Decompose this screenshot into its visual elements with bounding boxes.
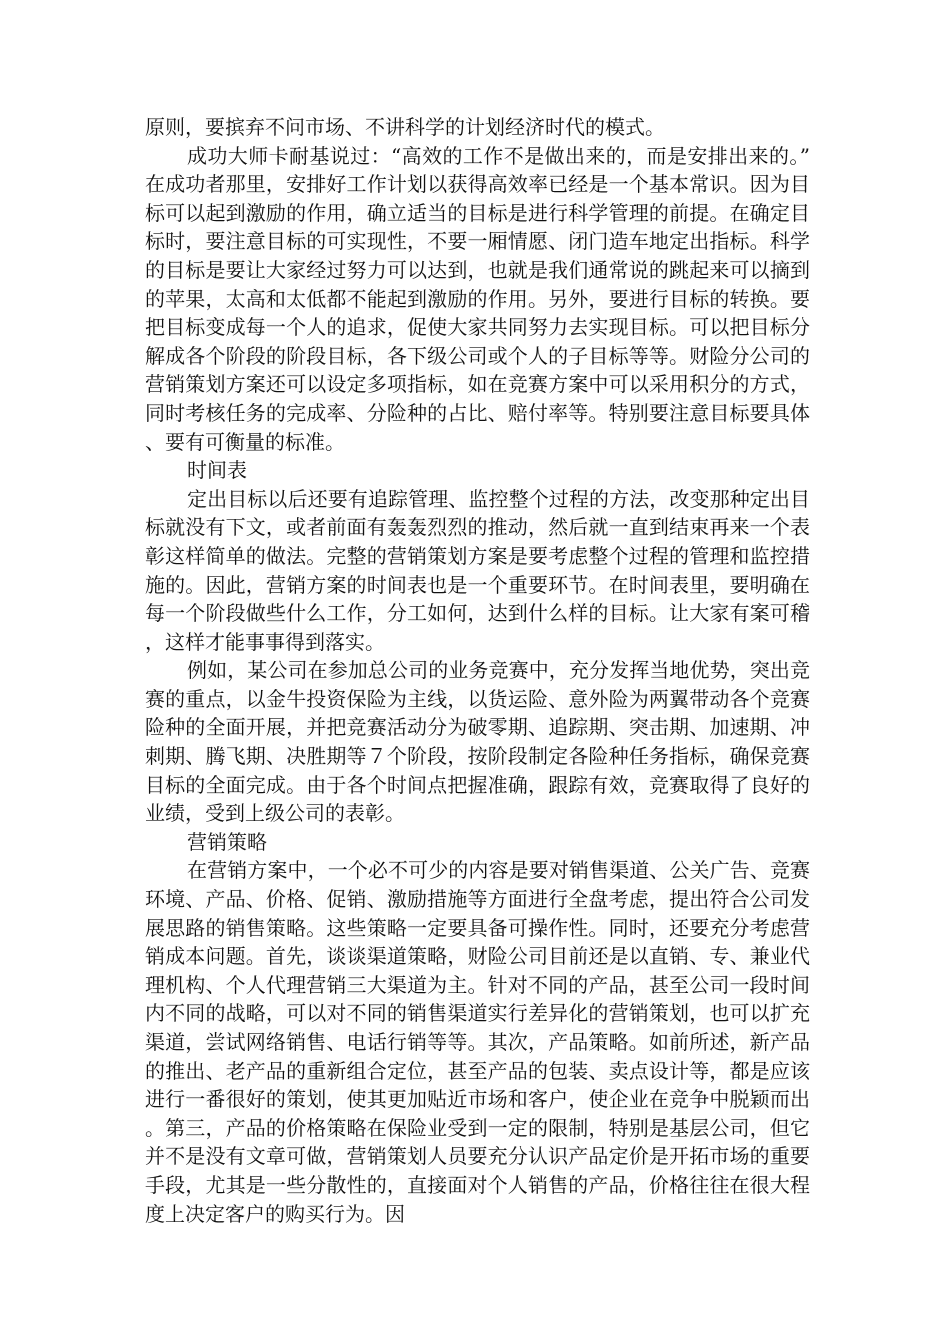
paragraph-example: 例如，某公司在参加总公司的业务竞赛中，充分发挥当地优势，突出竞赛的重点，以金牛投资保险为主线，以货运险、意外险为两翼带动各个竞赛险种的全面开展，并把竞赛活动分为破零期、追踪期、突击期、加速期、冲刺期、腾飞期、决胜期等７个阶段，按阶段制定各险种任务指标，确保竞赛目标的全面完成。由于各个时间点把握准确，跟踪有效，竞赛取得了良好的业绩，受到上级公司的表彰。 — [145, 658, 810, 826]
paragraph-schedule: 定出目标以后还要有追踪管理、监控整个过程的方法，改变那种定出目标就没有下文，或者前面有轰轰烈烈的推动，然后就一直到结束再来一个表彰这样简单的做法。完整的营销策划方案是要考虑整个过程的管理和监控措施的。因此，营销方案的时间表也是一个重要环节。在时间表里，要明确在每一个阶段做些什么工作，分工如何，达到什么样的目标。让大家有案可稽，这样才能事事得到落实。 — [145, 486, 810, 654]
document-body — [145, 113, 810, 1228]
paragraph-strategy: 在营销方案中，一个必不可少的内容是要对销售渠道、公关广告、竞赛环境、产品、价格、促销、激励措施等方面进行全盘考虑，提出符合公司发展思路的销售策略。这些策略一定要具备可操作性。同时，还要充分考虑营销成本问题。首先，谈谈渠道策略，财险公司目前还是以直销、专、兼业代理机构、个人代理营销三大渠道为主。针对不同的产品，甚至公司一段时间内不同的战略，可以对不同的销售渠道实行差异化的营销策划，也可以扩充渠道，尝试网络销售、电话行销等等。其次，产品策略。如前所述，新产品的推出、老产品的重新组合定位，甚至产品的包装、卖点设计等，都是应该进行一番很好的策划，使其更加贴近市场和客户，使企业在竞争中脱颖而出。第三，产品的价格策略在保险业受到一定的限制，特别是基层公司，但它并不是没有文章可做，营销策划人员要充分认识产品定价是开拓市场的重要手段，尤其是一些分散性的，直接面对个人销售的产品，价格往往在很大程度上决定客户的购买行为。因 — [145, 858, 810, 1226]
section-heading-strategy: 营销策略 — [187, 829, 267, 854]
paragraph-goals: 成功大师卡耐基说过：“高效的工作不是做出来的，而是安排出来的。”在成功者那里，安排好工作计划以获得高效率已经是一个基本常识。因为目标可以起到激励的作用，确立适当的目标是进行科学管理的前提。在确定目标时，要注意目标的可实现性，不要一厢情愿、闭门造车地定出指标。科学的目标是要让大家经过努力可以达到，也就是我们通常说的跳起来可以摘到的苹果，太高和太低都不能起到激励的作用。另外，要进行目标的转换。要把目标变成每一个人的追求，促使大家共同努力去实现目标。可以把目标分解成各个阶段的阶段目标，各下级公司或个人的子目标等等。财险分公司的营销策划方案还可以设定多项指标，如在竞赛方案中可以采用积分的方式，同时考核任务的完成率、分险种的占比、赔付率等。特别要注意目标要具体、要有可衡量的标准。 — [145, 143, 810, 454]
paragraph-intro: 原则，要摈弃不问市场、不讲科学的计划经济时代的模式。 — [145, 115, 665, 139]
section-heading-schedule: 时间表 — [187, 458, 247, 483]
